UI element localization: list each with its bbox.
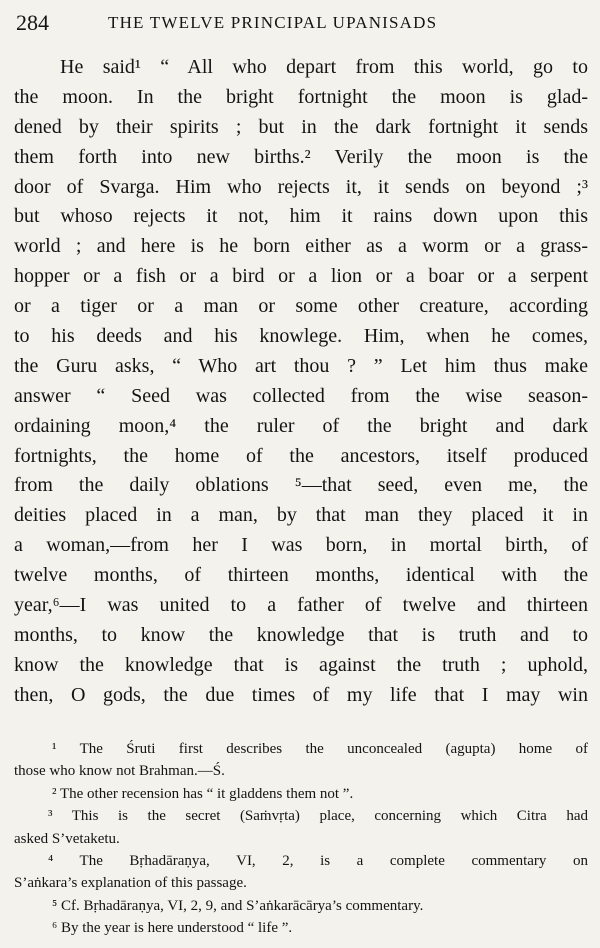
text-line: door of Svarga. Him who rejects it, it sends on beyond ;³ (14, 175, 588, 198)
footnotes (14, 738, 588, 940)
footnote-6: ⁶ By the year is here understood “ life ”. (52, 920, 293, 937)
text-line: or a tiger or a man or some other creature, according (14, 295, 588, 318)
text-line: to his deeds and his knowlege. Him, when he comes, (14, 325, 588, 348)
footnote-3-cont: asked S’vetaketu. (14, 830, 120, 847)
footnote-3: ³ This is the secret (Saṁvṛta) place, concerning which Citra had (48, 808, 588, 825)
text-line: know the knowledge that is against the truth ; uphold, (14, 653, 588, 676)
text-line: but whoso rejects it not, him it rains down upon this (14, 205, 588, 228)
footnote-4-cont: S’aṅkara’s explanation of this passage. (14, 875, 247, 892)
page-header (16, 10, 586, 38)
footnote-1: ¹ The Śruti first describes the unconcealed (agupta) home of (52, 741, 588, 757)
text-line: year,⁶—I was united to a father of twelve and thirteen (14, 594, 588, 617)
footnote-2: ² The other recension has “ it gladdens them not ”. (52, 785, 354, 802)
body-text (14, 53, 588, 711)
text-line: hopper or a fish or a bird or a lion or a boar or a serpent (14, 265, 588, 288)
footnote-1-cont: those who know not Brahman.—Ś. (14, 763, 225, 780)
text-line: He said¹ “ All who depart from this world, go to (60, 56, 588, 78)
text-line: ordaining moon,⁴ the ruler of the bright and dark (14, 414, 588, 437)
footnote-5: ⁵ Cf. Bṛhadāraṇya, VI, 2, 9, and S’aṅkarācārya’s commentary. (52, 897, 424, 914)
text-line: deities placed in a man, by that man they placed it in (14, 504, 588, 527)
text-line: them forth into new births.² Verily the moon is the (14, 145, 588, 168)
text-line: fortnights, the home of the ancestors, itself produced (14, 444, 588, 467)
text-line: the Guru asks, “ Who art thou ? ” Let him thus make (14, 354, 588, 377)
text-line: the moon. In the bright fortnight the moon is glad- (14, 85, 588, 108)
text-line: a woman,—from her I was born, in mortal birth, of (14, 534, 588, 557)
text-line: twelve months, of thirteen months, identical with the (14, 564, 588, 587)
footnote-4: ⁴ The Bṛhadāraṇya, VI, 2, is a complete commentary on (48, 852, 588, 869)
text-line: world ; and here is he born either as a worm or a grass- (14, 235, 588, 258)
page-number: 284 (16, 10, 49, 35)
running-title: THE TWELVE PRINCIPAL UPANISADS (108, 13, 438, 32)
text-line: from the daily oblations ⁵—that seed, even me, the (14, 474, 588, 497)
text-line: months, to know the knowledge that is truth and to (14, 623, 588, 646)
text-line: dened by their spirits ; but in the dark fortnight it sends (14, 115, 588, 138)
text-line: then, O gods, the due times of my life that I may win (14, 683, 588, 706)
text-line: answer “ Seed was collected from the wise season- (14, 384, 588, 407)
